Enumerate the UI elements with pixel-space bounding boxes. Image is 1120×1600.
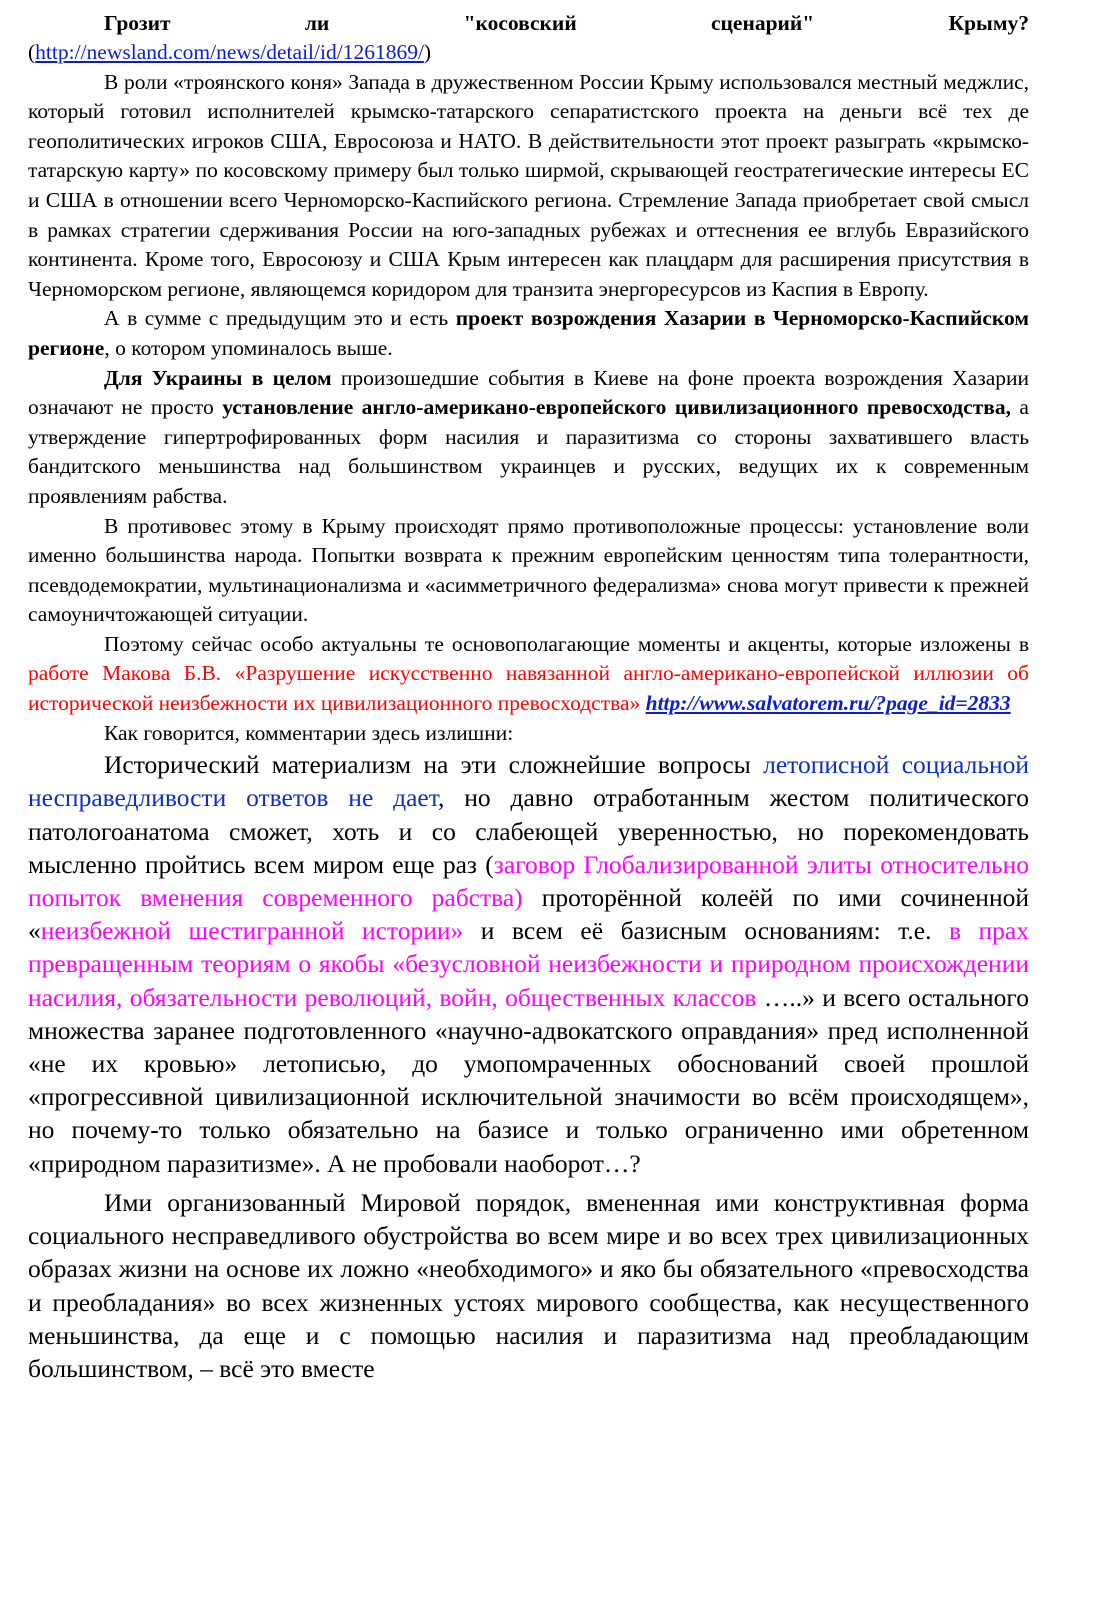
magenta-phrase: в прах превращенным теориям о якобы «безусловной неизбежности и природном происхождении насилия, обязательности революций, войн, общественных классов	[28, 916, 1029, 1012]
blue-phrase: летописной социальной несправедливости ответов не дает	[28, 750, 1029, 813]
paragraph-crimea-counterweight: В противовес этому в Крыму происходят прямо противоположные процессы: установление воли именно большинства народа. Попытки возврата к прежним европейским ценностям типа толерантности, псевдодемократии, мультинационализма и «асимметричного федерализма» снова могут привести к прежней самоуничтожающей ситуации.	[28, 513, 1029, 627]
title-word: Крыму?	[948, 11, 1029, 35]
paragraph-khazaria-project: А в сумме с предыдущим это и есть проект возрождения Хазарии в Черноморско-Каспийском регионе, о котором упоминалось выше.	[28, 306, 1029, 360]
document-page	[28, 8, 1029, 1385]
paragraph-world-order: Ими организованный Мировой порядок, вмененная ими конструктивная форма социального несправедливого обустройства во всем мире и во всех трех цивилизационных образах жизни на основе их ложно «необходимого» и яко бы обязательного «превосходства и преобладания» во всех жизненных устоях мирового сообщества, как несущественного меньшинства, да еще и с помощью насилия и паразитизма над преобладающим большинством, – всё это вместе	[28, 1187, 1029, 1383]
bold-phrase: проект возрождения Хазарии в Черноморско-Каспийском регионе	[28, 306, 1029, 360]
paragraph-ukraine: Для Украины в целом произошедшие события в Киеве на фоне проекта возрождения Хазарии означают не просто установление англо-американо-европейского цивилизационного превосходства, а утверждение гипертрофированных форм насилия и паразитизма со стороны захватившего власть бандитского меньшинства над большинством украинцев и русских, ведущих их к современным проявлениям рабства.	[28, 365, 1029, 508]
source-line: (http://newsland.com/news/detail/id/1261869/)	[28, 40, 432, 64]
red-citation: работе Макова Б.В. «Разрушение искусственно навязанной англо-американо-европейской иллюзии об исторической неизбежности их цивилизационного превосходства»	[28, 661, 1029, 716]
salvatorem-link[interactable]: http://www.salvatorem.ru/?page_id=2833	[645, 691, 1011, 716]
bold-phrase: установление англо-американо-европейского цивилизационного превосходства,	[222, 395, 1012, 420]
title-word: ли	[304, 11, 330, 35]
paragraph-comments: Как говорится, комментарии здесь излишни:	[104, 720, 514, 745]
paragraph-historical-materialism: Исторический материализм на эти сложнейшие вопросы летописной социальной несправедливости ответов не дает, но давно отработанным жестом политического патологоанатома сможет, хоть и со слабеющей уверенностью, но порекомендовать мысленно пройтись всем миром еще раз (заговор Глобализированной элиты относительно попыток вменения современного рабства) проторённой колеёй по ими сочиненной «неизбежной шестигранной истории» и всем её базисным основаниям: т.е. в прах превращенным теориям о якобы «безусловной неизбежности и природном происхождении насилия, обязательности революций, войн, общественных классов …..» и всего остального множества заранее подготовленного «научно-адвокатского оправдания» пред исполненной «не их кровью» летописью, до умопомраченных обоснований своей прошлой «прогрессивной цивилизационной исключительной значимости во всём происходящем», но почему-то только обязательно на базисе и только ограниченно ими обретенном «природном паразитизме». А не пробовали наоборот…?	[28, 750, 1029, 1178]
magenta-phrase: заговор Глобализированной элиты относительно попыток вменения современного рабства)	[28, 849, 1029, 913]
paragraph-trojan-horse: В роли «троянского коня» Запада в дружественном России Крыму использовался местный меджлис, который готовил исполнителей крымско-татарского сепаратистского проекта на деньги всё тех де геополитических игроков США, Евросоюза и НАТО. В действительности этот проект разыграть «крымско-татарскую карту» по косовскому примеру был только ширмой, скрывающей геостратегические интересы ЕС и США в отношении всего Черноморско-Каспийского региона. Стремление Запада приобретает свой смысл в рамках стратегии сдерживания России на юго-западных рубежах и оттеснения ее вглубь Евразийского континента. Кроме того, Евросоюзу и США Крым интересен как плацдарм для расширения присутствия в Черноморском регионе, являющемся коридором для транзита энергоресурсов из Каспия в Европу.	[28, 69, 1029, 301]
title-word: сценарий"	[710, 11, 815, 35]
title-word: Грозит	[104, 11, 171, 35]
title-word: "косовский	[463, 11, 577, 35]
source-link[interactable]: http://newsland.com/news/detail/id/1261869/	[35, 40, 424, 64]
paragraph-makov-work: Поэтому сейчас особо актуальны те основополагающие моменты и акценты, которые изложены в работе Макова Б.В. «Разрушение искусственно навязанной англо-американо-европейской иллюзии об исторической неизбежности их цивилизационного превосходства» http://www.salvatorem.ru/?page_id=2833	[28, 631, 1029, 716]
bold-phrase: Для Украины в целом	[104, 365, 332, 390]
article-title	[28, 8, 1029, 38]
magenta-phrase: неизбежной шестигранной истории»	[40, 916, 464, 946]
